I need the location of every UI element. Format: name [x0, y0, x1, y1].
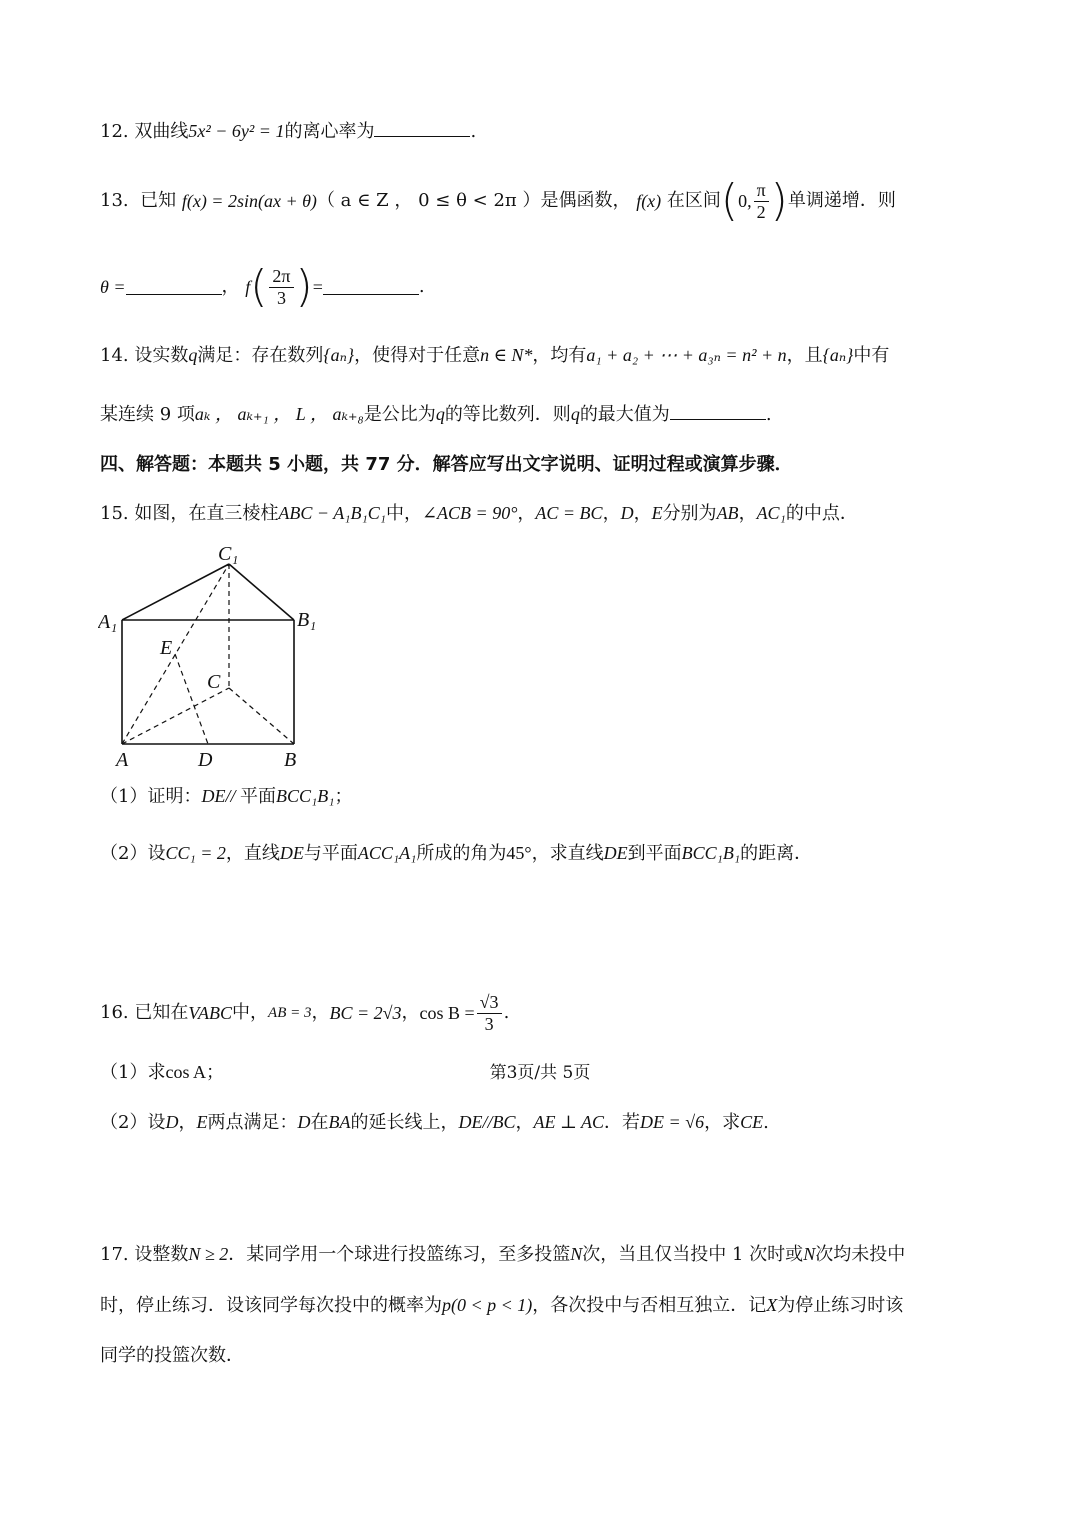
- q13-value-blank: [323, 293, 419, 295]
- q12-number: 12.: [100, 121, 129, 142]
- q16-number: 16.: [100, 1002, 129, 1023]
- label-C1: C₁: [218, 543, 239, 565]
- label-A1: A₁: [98, 611, 118, 633]
- q16-statement: 16. 已知在 VABC 中， AB = 3 ， BC = 2√3 ， cos B = $\frac{√3}{3}$ .: [100, 991, 510, 1034]
- q15-part-1: （1）证明：DE// 平面BCC₁B₁；: [100, 786, 353, 807]
- q17-line-2: 时，停止练习．设该同学每次投中的概率为p(0 < p < 1)，各次投中与否相互独立．记X为停止练习时该: [100, 1295, 904, 1316]
- label-C: C: [207, 671, 221, 693]
- q12-line: 12. 双曲线5x² − 6y² = 1的离心率为 .: [100, 121, 477, 142]
- prism-diagram: [98, 540, 338, 770]
- q15-statement: 15. 如图，在直三棱柱ABC − A₁B₁C₁中，∠ACB = 90°，AC = BC，D，E分别为AB，AC₁的中点．: [100, 503, 858, 524]
- page-footer: 第3页/共 5页: [489, 1063, 591, 1083]
- dashed-E-D: [175, 654, 208, 744]
- two-pi-over-3-fraction: $\frac{2\pi}{3}$: [269, 266, 293, 308]
- q17-line-3: 同学的投篮次数．: [100, 1345, 244, 1366]
- label-A: A: [116, 749, 129, 770]
- label-E: E: [160, 637, 173, 659]
- q15-number: 15.: [100, 503, 129, 524]
- q13-line-2: θ = ， f ( $\frac{2\pi}{3}$ ) = .: [100, 261, 425, 312]
- right-paren: ): [770, 175, 788, 226]
- q12-equation: 5x² − 6y² = 1: [188, 121, 285, 141]
- dashed-A-C: [122, 688, 229, 744]
- q17-line-1: 17. 设整数N ≥ 2．某同学用一个球进行投篮练习，至多投篮N次，当且仅当投中 1 次时或N次均未投中: [100, 1244, 906, 1265]
- q14-sum-equation: a₁ + a₂ + ⋯ + a₃ₙ = n² + n: [586, 345, 787, 365]
- edge-C1-B1: [229, 564, 294, 620]
- q14-number: 14.: [100, 345, 129, 366]
- q13-number: 13.: [100, 190, 129, 211]
- q17-number: 17.: [100, 1244, 129, 1265]
- section-4-heading: 四、解答题：本题共 5 小题，共 77 分．解答应写出文字说明、证明过程或演算步骤．: [100, 454, 793, 475]
- q14-line-1: 14. 设实数q满足：存在数列{aₙ}，使得对于任意n ∈ N*，均有a₁ + a₂ + ⋯ + a₃ₙ = n² + n，且{aₙ}中有: [100, 345, 890, 366]
- q14-line-2: 某连续 9 项aₖ ， aₖ₊₁ ， L ， aₖ₊₈是公比为q的等比数列．则q的最大值为 .: [100, 404, 772, 425]
- q14-answer-blank: [670, 418, 766, 420]
- edge-A1-C1: [122, 564, 229, 620]
- label-D: D: [198, 749, 213, 770]
- q16-part-2: （2）设D，E两点满足：D在BA的延长线上，DE//BC，AE ⊥ AC．若DE = √6，求CE.: [100, 1112, 769, 1133]
- dashed-C-B: [229, 688, 294, 744]
- label-B1: B₁: [297, 609, 317, 631]
- label-B: B: [284, 749, 297, 770]
- q13-function: f(x) = 2sin(ax + θ): [181, 191, 317, 211]
- q16-part-1: （1）求cos A；: [100, 1062, 224, 1083]
- sqrt3-over-3-fraction: $\frac{√3}{3}$: [477, 992, 502, 1034]
- q13-line-1: 13. 已知 f(x) = 2sin(ax + θ) （ a ∈ Z ， 0 ≤ θ < 2π ） 是偶函数， f(x) 在区间 ( 0, $\frac{\pi}{2}$ ) 单调递增．则: [100, 175, 896, 226]
- q12-answer-blank: [374, 135, 470, 137]
- q15-part-2: （2）设CC₁ = 2，直线DE与平面ACC₁A₁所成的角为45°，求直线DE到平面BCC₁B₁的距离．: [100, 843, 813, 864]
- pi-over-2-fraction: $\frac{\pi}{2}$: [754, 180, 769, 222]
- left-paren: (: [720, 175, 739, 226]
- q13-theta-blank: [126, 293, 222, 295]
